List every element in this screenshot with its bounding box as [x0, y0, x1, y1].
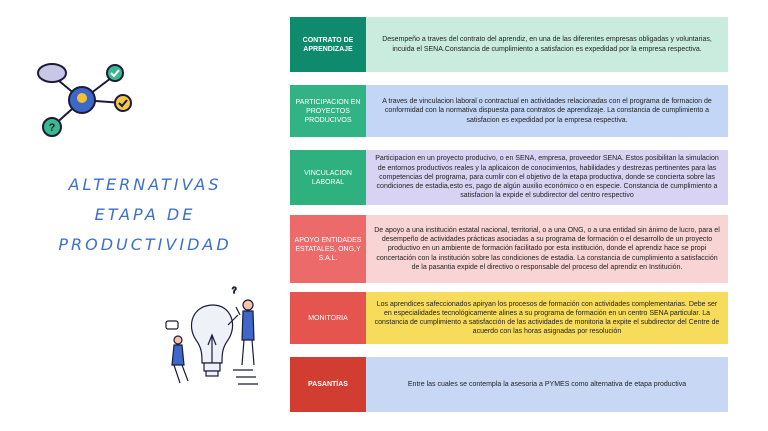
page-title — [40, 170, 250, 260]
row-description: A traves de vinculacion laboral o contractual en actividades relacionadas con el programa de formacion de conformidad con la normativa dispuesta para contratos de aprendizaje. La constancia de cumplimiento a satisfacion es expedidad por la empresa respectiva. — [366, 85, 728, 137]
title-line-3: PRODUCTIVIDAD — [58, 235, 232, 254]
row-description: Los aprendices safeccionados apiryan los procesos de formación con actividades complementarias. Debe ser en especialidades tecnológicamente alines a su programa de formación en un centro SENA particular. La constancia de cumplimiento a satisfacción de las actividades de monitoria la expite el subdirector del Centre de acuerdo con las horas asignadas por resolución — [366, 292, 728, 344]
row-contrato — [290, 17, 728, 72]
title-line-1: ALTERNATIVAS — [68, 175, 222, 194]
row-description: Participacion en un proyecto producivo, o en SENA, empresa, proveedor SENA. Estos posibilitan la simulacion de entornos productivos reales y la aplicaicon de conocimientos, habilidades y destrezas pertinentes para las competencias del programa, para cumlir con el objetivo de la etapa productiva, donde se concierta sobre las condiciones de estadia,esto es, pago de algún auxilio económico o en especie. Constancia de cumplimiento a satisfacion la expide el subdirector del centro respectivo — [366, 150, 728, 205]
person-lightbulb-illustration-icon — [158, 285, 268, 395]
row-description: De apoyo a una institución estatal nacional, territorial, o a una ONG, o a una entidad sin ánimo de lucro, para el desempeño de actividades prácticas asociadas a su programa de formación o el desarrollo de un proyecto productivo en un ambiente de formación facilitado por esta institución, donde el aprendiz hace se propi concertación con la institución sobre las condiciones de estadia. La constancia de cumplimiento a satisfacción de la pasantia expide el directivo o responsable del proceso del aprendiz en Institución. — [366, 215, 728, 283]
row-label: PARTICIPACION EN PROYECTOS PRODUCIVOS — [290, 85, 366, 137]
svg-text:?: ? — [48, 122, 56, 134]
row-label: VINCULACION LABORAL — [290, 150, 366, 205]
row-vinculacion — [290, 150, 728, 205]
row-label: APOYO ENTIDADES ESTATALES, ONG,Y S.A.L. — [290, 215, 366, 283]
network-lightbulb-icon — [30, 55, 140, 145]
row-participacion — [290, 85, 728, 137]
row-pasantias — [290, 357, 728, 412]
row-description: Desempeño a traves del contrato del aprendiz, en una de las diferentes empresas obligadas y voluntarias, incuida el SENA.Constancia de cumplimiento a satisfacion es expedidad por la empresa respectiva. — [366, 17, 728, 72]
row-monitoria — [290, 292, 728, 344]
row-label: PASANTÍAS — [290, 357, 366, 412]
title-line-2: ETAPA DE — [94, 205, 196, 224]
row-label: CONTRATO DE APRENDIZAJE — [290, 17, 366, 72]
row-apoyo — [290, 215, 728, 283]
row-label: MONITORIA — [290, 292, 366, 344]
svg-text:?: ? — [232, 286, 237, 295]
row-description: Entre las cuales se contempla la asesoria a PYMES como alternativa de etapa productiva — [366, 357, 728, 412]
